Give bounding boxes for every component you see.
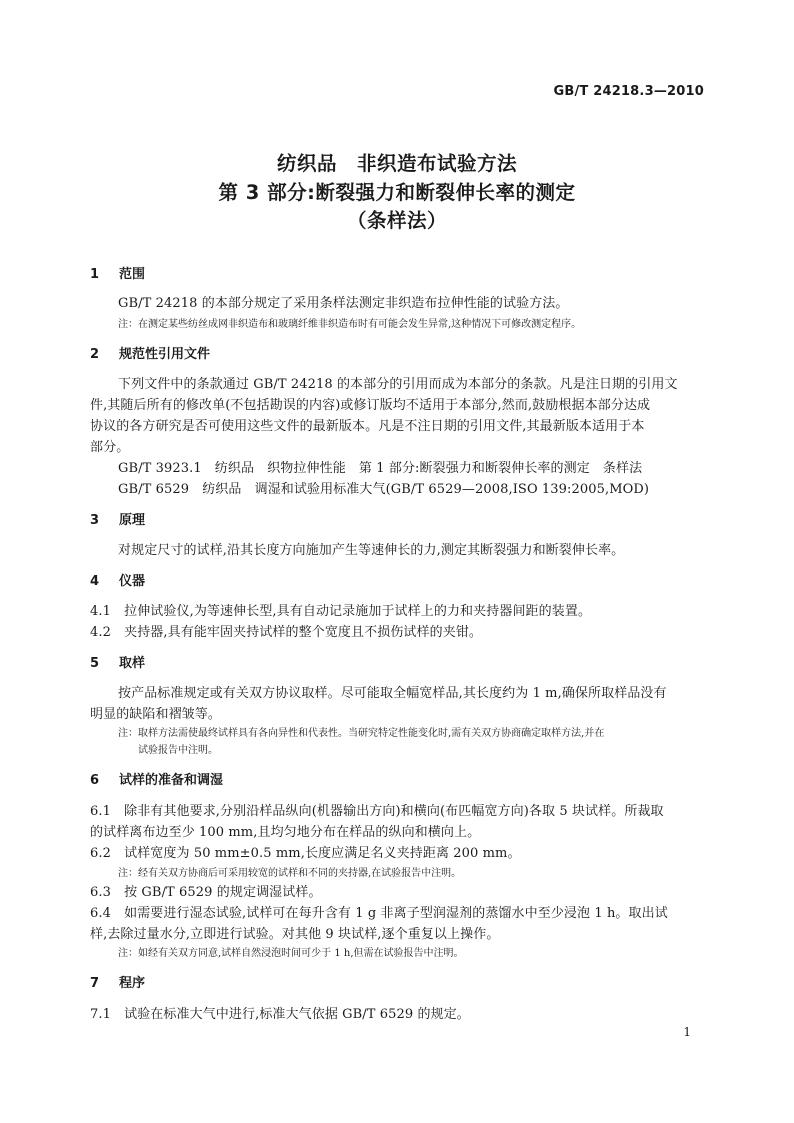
section-number: 2 [90,347,100,362]
paragraph-line: 部分。 [90,440,130,455]
section-title: 试样的准备和调湿 [119,773,224,788]
clause-6-1 [90,800,664,819]
section-heading-apparatus [90,570,145,589]
note: 注：经有关双方协商后可采用较宽的试样和不同的夹持器,在试验报告中注明。 [118,868,462,879]
section-number: 1 [90,267,100,282]
standard-number: GB/T 24218.3—2010 [553,84,704,99]
section-title: 程序 [119,976,146,991]
paragraph-line: 下列文件中的条款通过 GB/T 24218 的本部分的引用而成为本部分的条款。凡是注日期的引用文 [118,377,678,392]
clause-number: 4.2 [90,625,111,640]
paragraph: GB/T 24218 的本部分规定了采用条样法测定非织造布拉伸性能的试验方法。 [118,296,569,311]
clause-4-2 [90,621,482,640]
reference-item: GB/T 6529 纺织品 调湿和试验用标准大气(GB/T 6529—2008,ISO 139:2005,MOD) [118,482,650,497]
paragraph: 对规定尺寸的试样,沿其长度方向施加产生等速伸长的力,测定其断裂强力和断裂伸长率。 [118,543,625,558]
note: 注：如经有关双方同意,试样自然浸泡时间可少于 1 h,但需在试验报告中注明。 [118,948,464,959]
section-number: 7 [90,976,100,991]
clause-text: 试验在标准大气中进行,标准大气依据 GB/T 6529 的规定。 [124,1007,470,1022]
section-title: 规范性引用文件 [119,347,211,362]
paragraph-line: 按产品标准规定或有关双方协议取样。尽可能取全幅宽样品,其长度约为 1 m,确保所取样品没有 [118,686,667,701]
clause-6-3 [90,881,322,900]
clause-text: 如需要进行湿态试验,试样可在每升含有 1 g 非离子型润湿剂的蒸馏水中至少浸泡 1 h。取出试 [124,906,668,921]
section-heading-specimen-preparation [90,769,223,788]
section-title: 范围 [119,267,146,282]
reference-item: GB/T 3923.1 纺织品 织物拉伸性能 第 1 部分:断裂强力和断裂伸长率的测定 条样法 [118,461,643,476]
note: 注：在测定某些纺丝成网非织造布和玻璃纤维非织造布时有可能会发生异常,这种情况下可修改测定程序。 [118,319,582,330]
document-title-line1: 纺织品 非织造布试验方法 [276,152,517,175]
clause-text: 拉伸试验仪,为等速伸长型,具有自动记录施加于试样上的力和夹持器间距的装置。 [124,604,592,619]
clause-4-1 [90,600,591,619]
document-title-line2: 第 3 部分:断裂强力和断裂伸长率的测定 [218,181,576,204]
clause-6-2 [90,842,521,861]
clause-text: 按 GB/T 6529 的规定调湿试样。 [124,885,322,900]
section-number: 6 [90,773,100,788]
clause-number: 6.2 [90,846,111,861]
paragraph-line: 明显的缺陷和褶皱等。 [90,707,222,722]
clause-number: 7.1 [90,1007,111,1022]
clause-number: 6.3 [90,885,111,900]
clause-text: 除非有其他要求,分别沿样品纵向(机器输出方向)和横向(布匹幅宽方向)各取 5 块试样。所裁取 [124,804,664,819]
section-number: 5 [90,656,100,671]
section-heading-procedure [90,972,145,991]
note-line: 注：取样方法需使最终试样具有各向异性和代表性。当研究特定性能变化时,需有关双方协商确定取样方法,并在 [118,728,605,739]
paragraph-line: 件,其随后所有的修改单(不包括勘误的内容)或修订版均不适用于本部分,然而,鼓励根据本部分达成 [90,398,651,413]
section-title: 取样 [119,656,146,671]
clause-text: 夹持器,具有能牢固夹持试样的整个宽度且不损伤试样的夹钳。 [124,625,483,640]
section-title: 原理 [119,513,146,528]
paragraph-line: 的试样离布边至少 100 mm,且均匀地分布在样品的纵向和横向上。 [90,825,481,840]
section-heading-scope [90,263,145,282]
clause-number: 6.4 [90,906,111,921]
clause-6-4 [90,902,668,921]
section-number: 4 [90,574,100,589]
clause-7-1 [90,1003,470,1022]
paragraph-line: 协议的各方研究是否可使用这些文件的最新版本。凡是不注日期的引用文件,其最新版本适用于本 [90,419,645,434]
section-number: 3 [90,513,100,528]
clause-number: 6.1 [90,804,111,819]
paragraph-line: 样,去除过量水分,立即进行试验。对其他 9 块试样,逐个重复以上操作。 [90,927,500,942]
document-title-line3: （条样法） [346,209,447,232]
clause-number: 4.1 [90,604,111,619]
note-line: 试验报告中注明。 [138,745,218,756]
section-title: 仪器 [119,574,146,589]
section-heading-principle [90,509,145,528]
section-heading-normative-references [90,343,210,362]
page-number: 1 [683,1025,691,1039]
section-heading-sampling [90,652,145,671]
clause-text: 试样宽度为 50 mm±0.5 mm,长度应满足名义夹持距离 200 mm。 [124,846,521,861]
